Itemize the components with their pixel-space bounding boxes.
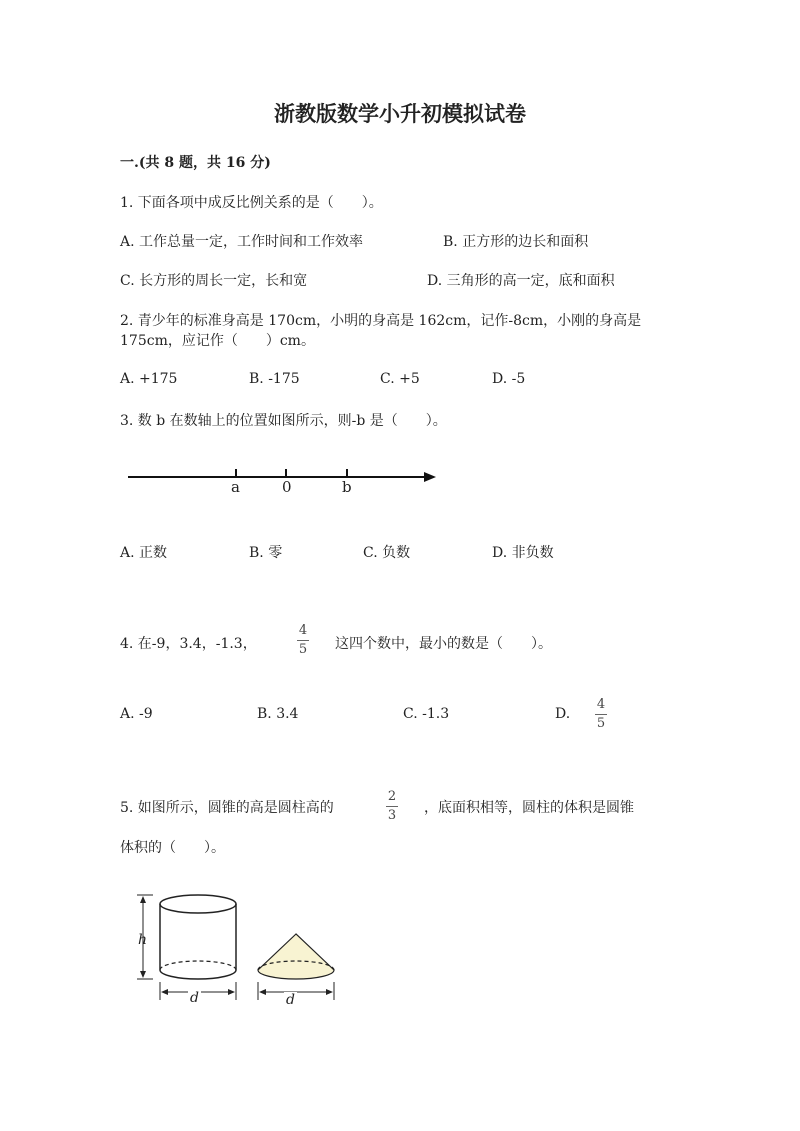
fraction-numerator: 2: [387, 789, 397, 804]
question-5-stem-line2: 体积的（ ）。: [120, 840, 225, 856]
diameter-arrow-right: [228, 989, 235, 995]
question-3-option-d[interactable]: D. 非负数: [492, 545, 554, 561]
question-1-option-a[interactable]: A. 工作总量一定，工作时间和工作效率: [120, 234, 364, 250]
question-4-option-a[interactable]: A. -9: [120, 706, 153, 722]
question-2-option-d[interactable]: D. -5: [492, 371, 526, 387]
question-1-option-d[interactable]: D. 三角形的高一定，底和面积: [427, 273, 615, 289]
question-4-option-c[interactable]: C. -1.3: [403, 706, 450, 722]
question-2-option-c[interactable]: C. +5: [380, 371, 420, 387]
question-4-option-b[interactable]: B. 3.4: [257, 706, 299, 722]
fraction-bar: [386, 806, 398, 807]
axis-label-a: a: [231, 478, 240, 496]
question-2-option-a[interactable]: A. +175: [120, 371, 178, 387]
number-line-arrow: [424, 472, 436, 482]
question-1-option-c[interactable]: C. 长方形的周长一定，长和宽: [120, 273, 308, 289]
question-2-stem-line2: 175cm，应记作（ ）cm。: [120, 333, 315, 349]
figure-label-d-cone: d: [286, 992, 295, 1008]
figure-label-d-cylinder: d: [190, 990, 199, 1006]
question-2-stem-line1: 2. 青少年的标准身高是 170cm，小明的身高是 162cm，记作-8cm，小刚的身高是: [120, 313, 642, 329]
fraction-denominator: 5: [596, 716, 606, 731]
axis-label-b: b: [342, 478, 352, 496]
cylinder-top: [160, 895, 236, 913]
question-4-stem-end: 这四个数中，最小的数是（ ）。: [335, 636, 552, 652]
diameter-arrow-left: [161, 989, 168, 995]
question-3-option-c[interactable]: C. 负数: [363, 545, 411, 561]
cone-diameter-arrow-right: [326, 989, 333, 995]
question-3-option-a[interactable]: A. 正数: [120, 545, 168, 561]
axis-label-zero: 0: [282, 478, 292, 496]
question-4-stem-start: 4. 在-9，3.4，-1.3，: [120, 636, 257, 652]
height-arrow-bottom: [140, 971, 146, 978]
question-5-stem-start: 5. 如图所示，圆锥的高是圆柱高的: [120, 800, 334, 816]
height-arrow-top: [140, 896, 146, 903]
fraction-numerator: 4: [596, 697, 606, 712]
question-5-stem-end: ，底面积相等，圆柱的体积是圆锥: [424, 800, 634, 816]
page-title: 浙教版数学小升初模拟试卷: [274, 101, 526, 126]
fraction-bar: [297, 640, 309, 641]
question-3-option-b[interactable]: B. 零: [249, 545, 283, 561]
question-1-stem: 1. 下面各项中成反比例关系的是（ ）。: [120, 195, 383, 211]
fraction-bar: [595, 714, 607, 715]
cone-body: [258, 934, 334, 979]
question-3-stem: 3. 数 b 在数轴上的位置如图所示，则-b 是（ ）。: [120, 413, 447, 429]
question-2-option-b[interactable]: B. -175: [249, 371, 300, 387]
question-4-option-d[interactable]: D.: [555, 706, 571, 722]
question-4-option-d-fraction: [595, 698, 607, 731]
question-5-fraction: [386, 790, 398, 823]
fraction-numerator: 4: [298, 623, 308, 638]
fraction-denominator: 3: [387, 808, 397, 823]
cone-diameter-arrow-left: [259, 989, 266, 995]
cylinder-bottom-front: [160, 970, 236, 979]
question-1-option-b[interactable]: B. 正方形的边长和面积: [443, 234, 589, 250]
figure-label-h: h: [138, 932, 148, 948]
fraction-denominator: 5: [298, 642, 308, 657]
section-heading: 一.(共 8 题，共 16 分): [120, 155, 271, 171]
question-4-fraction: [297, 624, 309, 657]
cylinder-cone-figure: [125, 890, 345, 1010]
cylinder-bottom-back: [160, 961, 236, 970]
